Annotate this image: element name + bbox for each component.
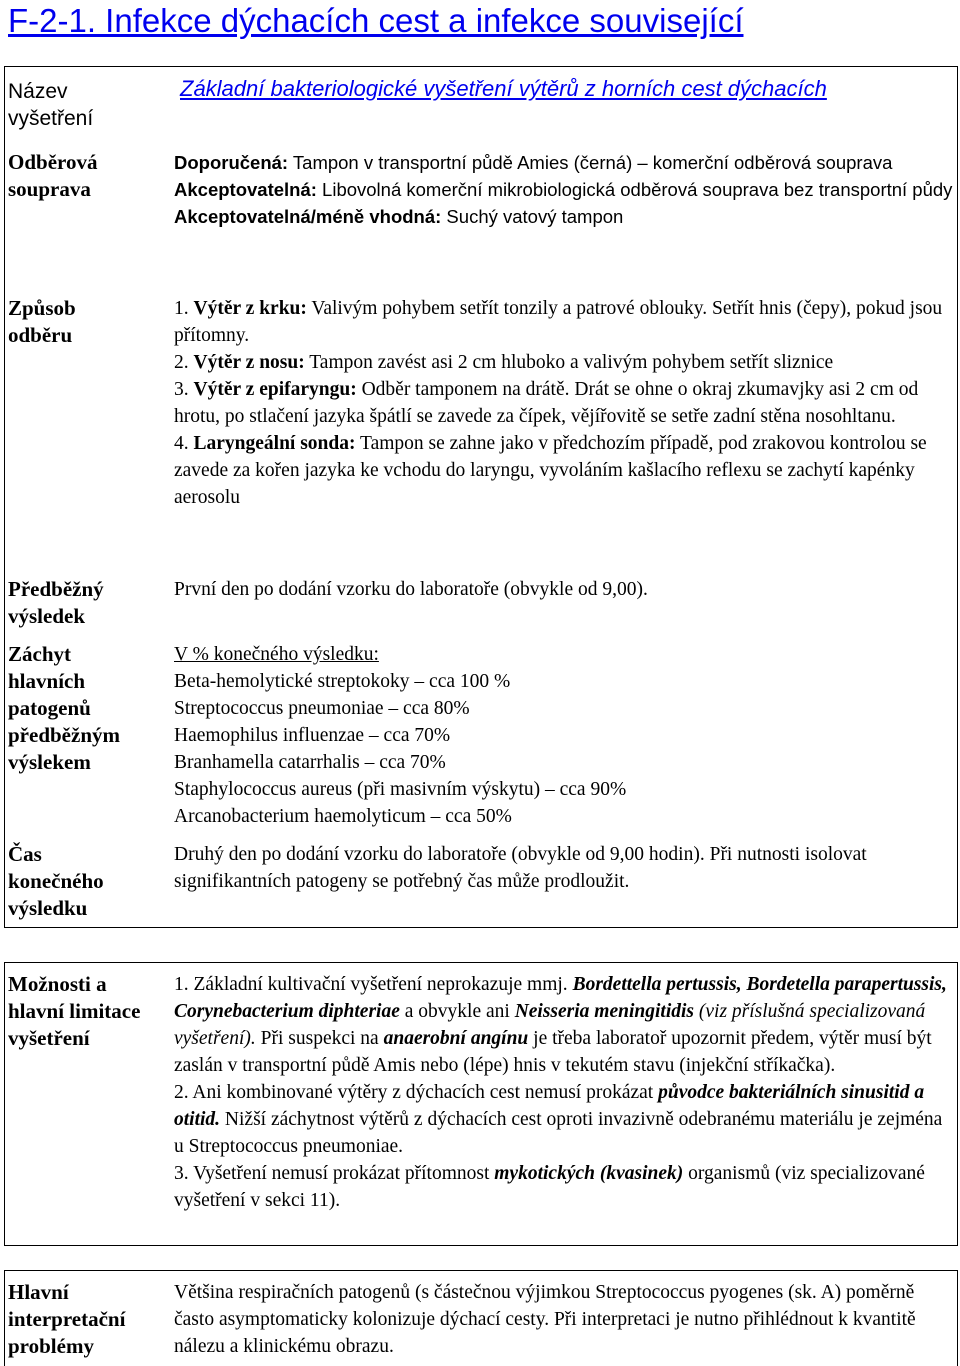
kit-content [174,149,954,230]
limits-text: organismů (viz specializované vyšetření v sekci 11). [174,1163,925,1211]
method-label-4: Laryngeální sonda: [193,433,356,454]
kit-recommended-label: Doporučená: [174,152,289,173]
label-limits: Možnosti a hlavní limitace vyšetření [8,972,141,1050]
kit-acceptable [174,176,954,203]
kit-less-label: Akceptovatelná/méně vhodná: [174,206,442,227]
limits-text: Nižší záchytnost výtěrů z dýchacích cest oproti invazivně odebranému materiálu je zejména u Streptococcus pneumoniae. [174,1109,943,1157]
label-method: Způsob odběru [8,296,76,347]
label-preliminary: Předběžný výsledek [8,577,104,628]
limits-text: je třeba laboratoř upozornit předem, výtěr musí být zaslán v transportní půdě Amis nebo (lépe) hnis v tekutém stavu (injekční stříkačka). [174,1028,932,1076]
kit-less-text: Suchý vatový tampon [441,206,624,227]
method-text-1: Valivým pohybem setřít tonzily a patrové oblouky. Setřít hnis (čepy), pokud jsou přítomny. [174,298,943,346]
method-content [174,295,954,511]
limits-content [174,971,954,1214]
capture-row: Beta-hemolytické streptokoky – cca 100 % [174,671,511,692]
label-capture: Záchyt hlavních patogenů předběžným výslekem [8,642,120,774]
method-item-2 [174,349,954,376]
limits-organism-neisseria: Neisseria meningitidis [514,1001,694,1022]
capture-row: Branhamella catarrhalis – cca 70% [174,752,446,773]
method-item-1 [174,295,954,349]
exam-name-text: Základní bakteriologické vyšetření výtěrů z horních cest dýchacích [180,76,827,101]
method-num-1: 1. [174,298,194,319]
limits-text: 1. Základní kultivační vyšetření neprokazuje mmj. [174,974,573,995]
method-text-3: Odběr tamponem na drátě. Drát se ohne o okraj zkumavjky asi 2 cm od hrotu, po stlačení jazyka špátlí se zavede za čípek, vějířovitě se setře zadní stěna nosohltanu. [174,379,919,427]
method-num-4: 4. [174,433,194,454]
interpretation-content: Většina respiračních patogenů (s částečnou výjimkou Streptococcus pyogenes (sk. A) poměrně často asymptomaticky kolonizuje dýchací cesty. Při interpretaci je nutno přihlédnout k kvantitě nálezu a klinickému obrazu. [174,1282,916,1357]
limits-mycotic: mykotických (kvasinek) [494,1163,684,1184]
capture-row: Arcanobacterium haemolyticum – cca 50% [174,806,512,827]
method-num-2: 2. [174,352,194,373]
limits-reference: (viz příslušná specializovaná vyšetření). [174,1001,926,1049]
exam-name [180,75,960,104]
method-text-4: Tampon se zahne jako v předchozím případě, pod zrakovou kontrolou se zavede za kořen jazyka ke vchodu do laryngu, vyvoláním kašlacího reflexu se zachytí kapénky aerosolu [174,433,927,508]
final-time-content: Druhý den po dodání vzorku do laboratoře (obvykle od 9,00 hodin). Při nutnosti isolovat signifikantních patogeny se potřebný čas může prodloužit. [174,844,867,892]
capture-heading: V % konečného výsledku: [174,644,379,665]
kit-recommended-text: Tampon v transportní půdě Amies (černá) – komerční odběrová souprava [288,152,893,173]
limits-text: 2. Ani kombinované výtěry z dýchacích cest nemusí prokázat [174,1082,659,1103]
kit-less [174,203,954,230]
limits-text: a obvykle ani [399,1001,515,1022]
limits-text: Při suspekci na [255,1028,384,1049]
label-exam-name: Název vyšetření [8,80,94,130]
capture-content [174,641,954,830]
kit-acceptable-text: Libovolná komerční mikrobiologická odběrová souprava bez transportní půdy [316,179,953,200]
method-item-4 [174,430,954,511]
limits-point-1 [174,971,954,1079]
method-item-3 [174,376,954,430]
method-label-3: Výtěr z epifaryngu: [193,379,357,400]
capture-row: Staphylococcus aureus (při masivním výskytu) – cca 90% [174,779,627,800]
method-label-2: Výtěr z nosu: [193,352,305,373]
limits-sinusitis: původce bakteriálních sinusitid a otitid. [174,1082,925,1130]
method-num-3: 3. [174,379,194,400]
capture-row: Streptococcus pneumoniae – cca 80% [174,698,470,719]
page-title: F-2-1. Infekce dýchacích cest a infekce související [8,2,744,39]
limits-point-3 [174,1160,954,1214]
limits-organisms: Bordettella pertussis, Bordetella parapertussis, Corynebacterium diphteriae [174,974,947,1022]
label-kit: Odběrová souprava [8,150,98,201]
method-label-1: Výtěr z krku: [193,298,307,319]
kit-recommended [174,149,954,176]
method-text-2: Tampon zavést asi 2 cm hluboko a valivým pohybem setřít sliznice [304,352,834,373]
preliminary-content: První den po dodání vzorku do laboratoře (obvykle od 9,00). [174,579,648,600]
label-final-time: Čas konečného výsledku [8,842,104,920]
label-interpretation: Hlavní interpretační problémy [8,1280,126,1358]
limits-anaerobic: anaerobní angínu [383,1028,529,1049]
kit-acceptable-label: Akceptovatelná: [174,179,317,200]
limits-point-2 [174,1079,954,1160]
limits-text: 3. Vyšetření nemusí prokázat přítomnost [174,1163,495,1184]
capture-row: Haemophilus influenzae – cca 70% [174,725,451,746]
